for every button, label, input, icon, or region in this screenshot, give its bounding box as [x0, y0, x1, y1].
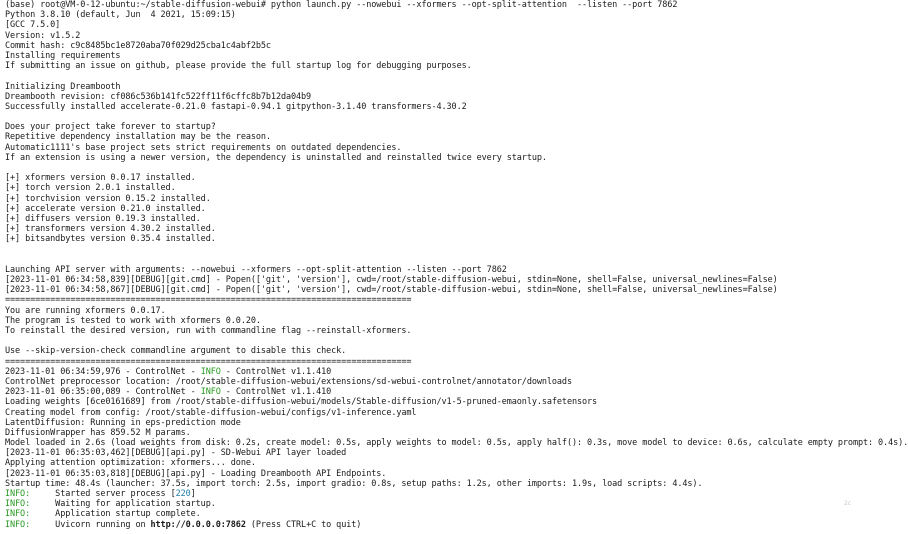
terminal-line — [5, 336, 850, 346]
terminal-line — [5, 255, 850, 265]
log-text-segment: - ControlNet v1.1.410 — [220, 366, 332, 377]
terminal-line: [2023-11-01 06:34:58,839][DEBUG][git.cmd] - Popen(['git', 'version'], cwd=/root/stable-diffusion-webui, stdin=None, shell=False, universal_newlines=False) — [5, 275, 778, 286]
terminal-line — [5, 367, 850, 377]
bracket-close: ] — [190, 489, 196, 499]
terminal-line: [+] transformers version 4.30.2 installed. — [5, 224, 216, 235]
terminal-line: DiffusionWrapper has 859.52 M params. — [5, 427, 191, 438]
terminal-line: Automatic1111's base project sets strict requirements on outdated dependencies. — [5, 142, 402, 153]
terminal-line: [2023-11-01 06:35:03,818][DEBUG][api.py] - Loading Dreambooth API Endpoints. — [5, 468, 387, 479]
server-url[interactable]: http://0.0.0.0:7862 — [150, 519, 246, 530]
terminal-line: To reinstall the desired version, run with commandline flag --reinstall-xformers. — [5, 326, 412, 336]
terminal-line: ================================================================================= — [5, 356, 412, 367]
log-text-segment: 2023-11-01 06:35:00,089 - ControlNet - — [5, 387, 201, 398]
uvicorn-waiting-text: Waiting for application startup. — [30, 499, 216, 510]
terminal-line: [+] xformers version 0.0.17 installed. — [5, 173, 196, 184]
terminal-line: ControlNet preprocessor location: /root/stable-diffusion-webui/extensions/sd-webui-controlnet/annotator/downloads — [5, 376, 572, 387]
uvicorn-complete-text: Application startup complete. — [30, 509, 201, 520]
uvicorn-line-running — [5, 520, 850, 530]
terminal-line: Successfully installed accelerate-0.21.0 fastapi-0.94.1 gitpython-3.1.40 transformers-4.30.2 — [5, 101, 467, 112]
log-text-segment: 2023-11-01 06:34:59,976 - ControlNet - — [5, 366, 201, 377]
terminal-line: If an extension is using a newer version, the dependency is uninstalled and reinstalled twice every startup. — [5, 152, 547, 163]
terminal-line: [+] accelerate version 0.21.0 installed. — [5, 203, 206, 214]
terminal-line: Repetitive dependency installation may be the reason. — [5, 132, 271, 143]
terminal-line: Launching API server with arguments: --nowebui --xformers --opt-split-attention --listen --port 7862 — [5, 264, 507, 275]
terminal-line: Dreambooth revision: cf086c536b141fc522ff11f6cffc8b7b12da04b9 — [5, 91, 312, 102]
terminal-line: LatentDiffusion: Running in eps-prediction mode — [5, 417, 241, 428]
terminal-line: You are running xformers 0.0.17. — [5, 305, 166, 316]
terminal-line: Loading weights [6ce0161689] from /root/stable-diffusion-webui/models/Stable-diffusion/v1-5-pruned-emaonly.safetensors — [5, 397, 598, 408]
terminal-line: The program is tested to work with xformers 0.0.20. — [5, 315, 261, 326]
info-label: INFO: — [5, 489, 31, 499]
quit-hint: (Press CTRL+C to quit) — [245, 519, 362, 530]
terminal-line: Creating model from config: /root/stable-diffusion-webui/configs/v1-inference.yaml — [5, 407, 417, 418]
terminal-line: If submitting an issue on github, please provide the full startup log for debugging purposes. — [5, 61, 472, 72]
log-text-segment: - ControlNet v1.1.410 — [220, 387, 332, 398]
terminal-line: [+] diffusers version 0.19.3 installed. — [5, 213, 201, 224]
uvicorn-started-text: Started server process [ — [30, 489, 176, 499]
terminal-line: Does your project take forever to startup? — [5, 122, 216, 133]
uvicorn-line-started — [5, 489, 850, 499]
terminal-line: Version: v1.5.2 — [5, 30, 81, 41]
terminal-line: (base) root@VM-0-12-ubuntu:~/stable-diffusion-webui# python launch.py --nowebui --xformers --opt-split-attention --listen --port 7862 — [5, 0, 678, 10]
terminal-line: [2023-11-01 06:35:03,462][DEBUG][api.py] - SD-Webui API layer loaded — [5, 448, 347, 459]
terminal-line: [+] bitsandbytes version 0.35.4 installed. — [5, 234, 216, 245]
terminal-line: [+] torchvision version 0.15.2 installed. — [5, 193, 211, 204]
terminal-log — [5, 0, 908, 489]
terminal-line: [GCC 7.5.0] — [5, 20, 61, 31]
log-level-info: INFO — [200, 387, 221, 398]
uvicorn-running-text: Uvicorn running on — [30, 519, 151, 530]
info-label: INFO: — [5, 499, 31, 510]
terminal-line: Commit hash: c9c8485bc1e8720aba70f029d25cba1c4abf2b5c — [5, 40, 271, 51]
terminal-line: Model loaded in 2.6s (load weights from disk: 0.2s, create model: 0.5s, apply weights to model: 0.5s, apply half(): 0.3s, move model to device: 0.6s, calculate empty prompt: 0.4s). — [5, 438, 908, 449]
terminal-line: Startup time: 48.4s (launcher: 37.5s, import torch: 2.5s, import gradio: 0.8s, setup paths: 1.2s, other imports: 1.9s, load scripts: 4.4s). — [5, 478, 703, 489]
uvicorn-line-waiting — [5, 499, 850, 509]
info-label: INFO: — [5, 519, 31, 530]
terminal-line: Use --skip-version-check commandline argument to disable this check. — [5, 346, 347, 357]
scroll-indicator[interactable]: 2c — [844, 500, 852, 507]
terminal-line: ================================================================================= — [5, 295, 412, 306]
terminal-line — [5, 112, 850, 122]
terminal-line: Installing requirements — [5, 50, 121, 61]
terminal-line — [5, 71, 850, 81]
terminal-line: Initializing Dreambooth — [5, 81, 121, 92]
terminal-line: [2023-11-01 06:34:58,867][DEBUG][git.cmd] - Popen(['git', 'version'], cwd=/root/stable-diffusion-webui, stdin=None, shell=False, universal_newlines=False) — [5, 285, 778, 296]
process-id: 220 — [175, 489, 191, 499]
terminal-line — [5, 163, 850, 173]
uvicorn-line-complete — [5, 509, 850, 519]
log-level-info: INFO — [200, 366, 221, 377]
terminal-window[interactable] — [5, 0, 908, 534]
terminal-line: [+] torch version 2.0.1 installed. — [5, 183, 176, 194]
info-label: INFO: — [5, 509, 31, 520]
terminal-line: Python 3.8.10 (default, Jun 4 2021, 15:09:15) — [5, 10, 236, 21]
terminal-line: Applying attention optimization: xformers... done. — [5, 458, 256, 469]
terminal-line — [5, 245, 850, 255]
terminal-line — [5, 387, 850, 397]
